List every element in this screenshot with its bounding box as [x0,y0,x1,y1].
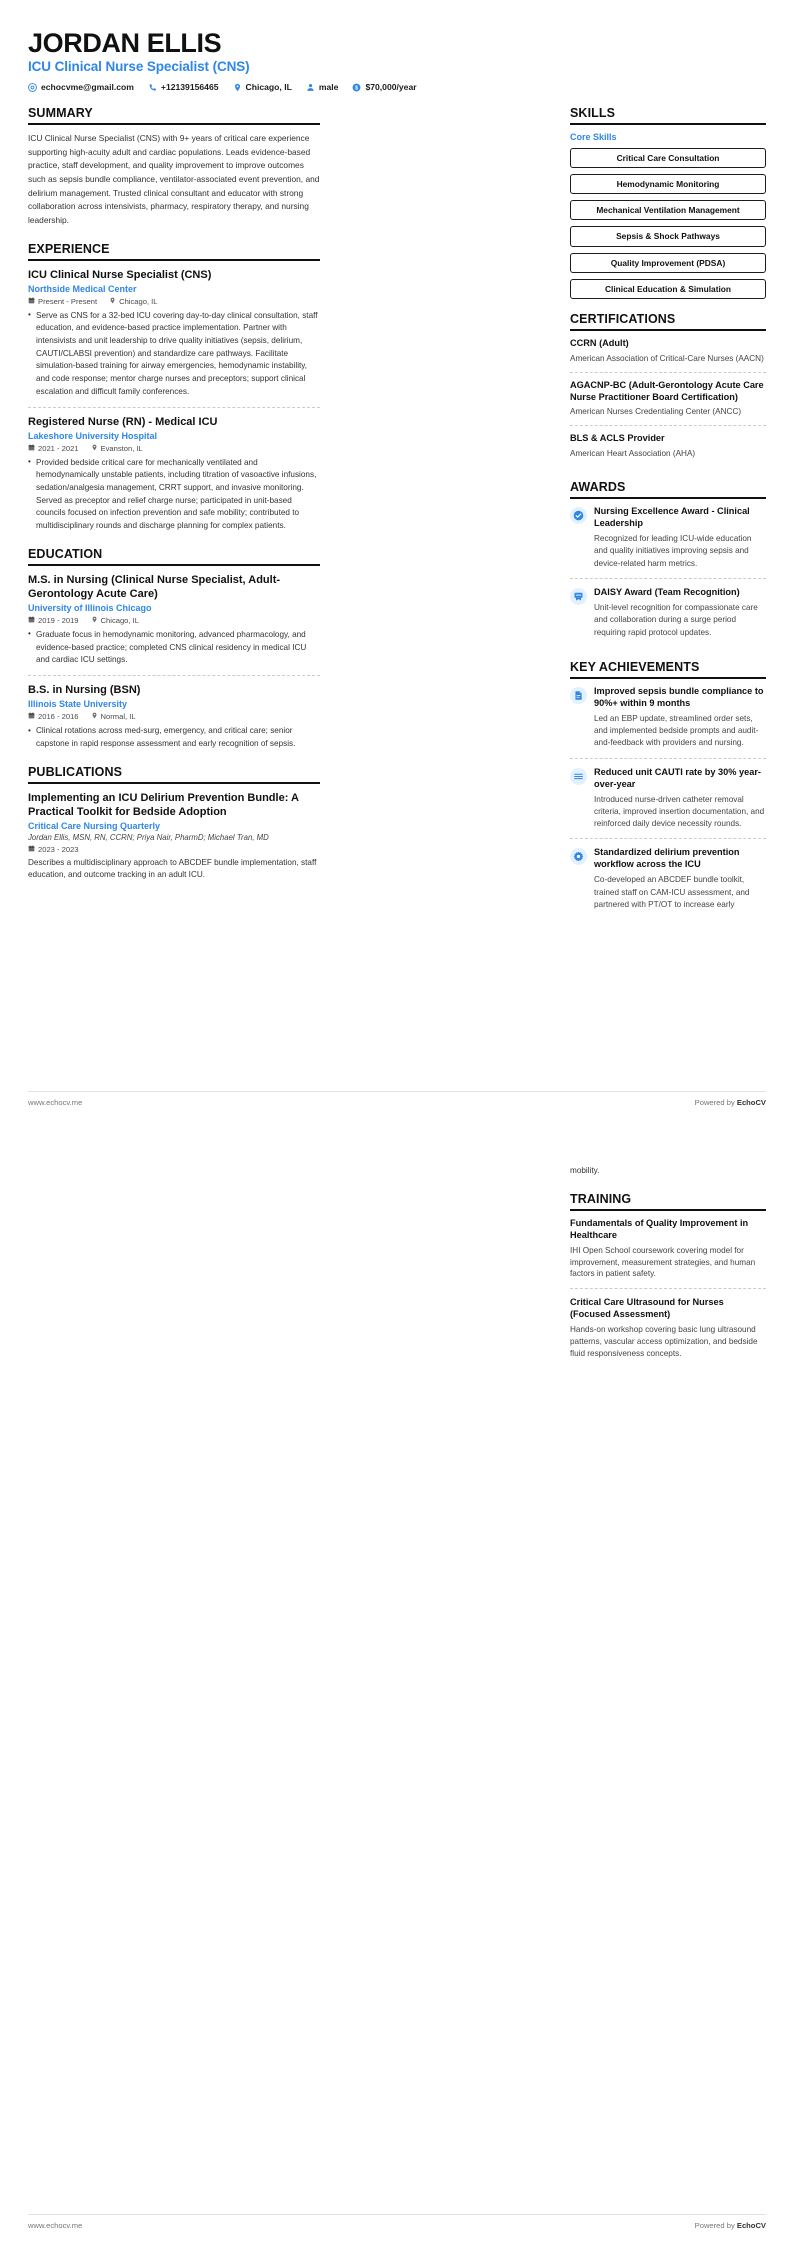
skills-sub-label: Core Skills [570,132,617,143]
education-dates [28,712,79,721]
candidate-job-title: ICU Clinical Nurse Specialist (CNS) [28,59,250,75]
skill-chip: Hemodynamic Monitoring [570,174,766,194]
publication-description: Describes a multidisciplinary approach to ABCDEF bundle implementation, staff education, and outcome tracking in an adult ICU. [28,857,317,880]
award-title: Nursing Excellence Award - Clinical Leadership [594,506,750,529]
footer-brand [695,2221,766,2230]
publication-dates [28,845,79,854]
header [28,28,766,92]
page-footer [28,1091,766,1107]
achievement-body [594,767,766,831]
section-summary [28,106,320,227]
experience-dates-value: Present - Present [38,296,98,306]
training-title: Critical Care Ultrasound for Nurses (Focused Assessment) [570,1297,724,1320]
education-location-value: Normal, IL [100,712,136,722]
training-item [570,1297,766,1368]
publication-journal: Critical Care Nursing Quarterly [28,820,161,831]
training-heading: TRAINING [570,1192,766,1211]
bullet: • Serve as CNS for a 32-bed ICU covering day-to-day clinical consultation, staff education, and evidence-based practice implementation. Partner with intensivists and unit leadership to drive quality initiatives (sepsis, delirium, CAUTI/CLABSI prevention) and standardize care pathways. Facilitate simulation-based training for airway emergencies, hemodynamic instability, and code response; mentor charge nurses and preceptors; support clinical escalation and difficult family conferences. [28,310,320,399]
award-desc: Recognized for leading ICU-wide education and quality initiatives improving sepsis and device-related harm metrics. [594,534,752,568]
contact-row [28,82,766,92]
location-pin-icon [91,444,98,453]
skill-chip: Mechanical Ventilation Management [570,200,766,220]
achievement-item [570,847,766,919]
training-desc: IHI Open School coursework covering model for improvement, measurement strategies, and human factors in patient safety. [570,1245,756,1279]
achievement-title: Standardized delirium prevention workflow across the ICU [594,847,740,870]
section-experience [28,242,320,533]
achievement-desc: Co-developed an ABCDEF bundle toolkit, trained staff on CAM-ICU assessment, and partnered with PT/OT to increase early [594,875,750,909]
email-icon [28,83,37,92]
footer-powered-prefix: Powered by [694,1098,737,1107]
skill-chip: Critical Care Consultation [570,148,766,168]
location-pin-icon [109,297,116,306]
main-columns [28,106,766,932]
education-org: Illinois State University [28,699,128,710]
location-pin-icon [91,712,98,721]
phone-icon [148,83,157,92]
contact-gender-value: male [318,82,339,93]
summary-text: ICU Clinical Nurse Specialist (CNS) with 9+ years of critical care experience supporting high-acuity adult and cardiac populations. Leads evidence-based practice, staff development, and quality improvement to improve outcomes such as sepsis bundle compliance, ventilator-associated event prevention, and delirium management. Trusted clinical consultant and educator with strong collaboration across intensivists, pharmacy, respiratory therapy, and nursing leadership. [28,133,320,225]
experience-heading: EXPERIENCE [28,242,320,261]
key-achievements-heading: KEY ACHIEVEMENTS [570,660,766,679]
education-title: B.S. in Nursing (BSN) [28,684,141,697]
bullet: • Clinical rotations across med-surg, emergency, and critical care; senior capstone in rapid response assessment and early recognition of sepsis. [28,725,320,750]
award-item [570,587,766,647]
location-pin-icon [91,616,98,625]
education-dates-value: 2016 - 2016 [38,712,79,722]
skill-chip: Sepsis & Shock Pathways [570,226,766,246]
achievement-body [594,686,766,750]
experience-location [109,297,157,306]
publication-authors: Jordan Ellis, MSN, RN, CCRN; Priya Nair, PharmD; Michael Tran, MD [28,832,269,842]
contact-email-value: echocvme@gmail.com [41,82,134,93]
education-meta [28,712,320,721]
experience-title: Registered Nurse (RN) - Medical ICU [28,415,218,428]
experience-org: Lakeshore University Hospital [28,430,158,441]
award-body [594,506,766,570]
right-column-page2 [570,1165,766,1381]
section-education [28,547,320,751]
certification-item [570,433,766,467]
location-icon [233,83,242,92]
check-circle-icon [570,507,587,524]
education-title: M.S. in Nursing (Clinical Nurse Specialist, Adult-Gerontology Acute Care) [28,573,281,600]
publication-item [28,791,320,883]
footer-site[interactable]: www.echocv.me [28,1098,83,1107]
education-dates-value: 2019 - 2019 [38,615,79,625]
calendar-icon [28,845,35,854]
education-org: University of Illinois Chicago [28,602,152,613]
footer-site[interactable]: www.echocv.me [28,2221,83,2230]
achievement-title: Improved sepsis bundle compliance to 90%+ within 9 months [594,685,764,708]
certification-item [570,338,766,373]
certification-name: AGACNP-BC (Adult-Gerontology Acute Care Nurse Practitioner Board Certification) [570,379,764,402]
experience-item [28,268,320,408]
achievement-body [594,847,766,911]
publication-meta [28,845,320,854]
training-desc: Hands-on workshop covering basic lung ultrasound patterns, vascular access optimization, and bedside fluid responsiveness concepts. [570,1325,758,1358]
education-bullets [28,629,320,667]
footer-powered-prefix: Powered by [694,2221,737,2230]
experience-location-value: Evanston, IL [100,443,143,453]
education-location-value: Chicago, IL [100,615,139,625]
contact-gender [306,82,339,92]
achievement-item [570,686,766,759]
svg-text:$: $ [355,85,359,92]
certification-issuer: American Heart Association (AHA) [570,449,696,459]
gear-icon [570,848,587,865]
experience-location [91,444,143,453]
achievement-desc: Introduced nurse-driven catheter removal criteria, improved insertion documentation, and reinforced daily device necessity rounds. [594,794,765,829]
page-footer [28,2214,766,2230]
experience-dates-value: 2021 - 2021 [38,443,79,453]
experience-meta [28,297,320,306]
achievement-title: Reduced unit CAUTI rate by 30% year-over-year [594,766,761,789]
education-dates [28,616,79,625]
section-key-achievements [570,660,766,919]
experience-bullets [28,457,320,533]
certification-issuer: American Nurses Credentialing Center (ANCC) [570,407,742,417]
contact-salary-value: $70,000/year [365,82,417,93]
achievement-desc: Led an EBP update, streamlined order sets, and implemented bedside prompts and audit-and-feedback with providers and nursing. [594,713,759,748]
education-location [91,616,139,625]
right-column [570,106,766,932]
achievement-item [570,767,766,840]
calendar-icon [28,444,35,453]
person-icon [306,83,315,92]
training-title: Fundamentals of Quality Improvement in Healthcare [570,1217,749,1240]
resume-page-2 [0,1123,794,2246]
award-item [570,506,766,579]
education-item [28,573,320,676]
bullet: • Provided bedside critical care for mechanically ventilated and hemodynamically unstable patients, including titration of vasoactive infusions, sedation/analgesia management, CRRT support, and invasive monitoring. Served as preceptor and relief charge nurse; participated in unit-based councils focused on infection prevention and safe mobility; contributed to multidisciplinary rounds and discharge planning for complex patients. [28,457,320,533]
publication-title: Implementing an ICU Delirium Prevention Bundle: A Practical Toolkit for Bedside Adoption [28,791,299,818]
footer-powered-brand: EchoCV [736,1098,766,1107]
publications-heading: PUBLICATIONS [28,765,320,784]
education-heading: EDUCATION [28,547,320,566]
experience-title: ICU Clinical Nurse Specialist (CNS) [28,268,212,281]
contact-location [233,82,292,92]
calendar-icon [28,616,35,625]
education-item [28,683,320,750]
award-desc: Unit-level recognition for compassionate care and collaboration during a surge period requiring rapid protocol updates. [594,602,758,637]
contact-phone-value: +12139156465 [160,82,219,93]
candidate-name: JORDAN ELLIS [28,28,222,58]
experience-org: Northside Medical Center [28,283,137,294]
experience-meta [28,444,320,453]
education-location [91,712,136,721]
award-body [594,587,766,639]
certification-item [570,380,766,427]
left-column [28,106,320,896]
awards-heading: AWARDS [570,480,766,499]
skill-chip: Clinical Education & Simulation [570,279,766,299]
experience-dates [28,297,97,306]
certification-issuer: American Association of Critical-Care Nurses (AACN) [570,353,764,363]
contact-location-value: Chicago, IL [245,82,292,93]
calendar-icon [28,712,35,721]
certifications-heading: CERTIFICATIONS [570,312,766,331]
experience-item [28,415,320,533]
document-icon [570,687,587,704]
bed-icon [570,768,587,785]
contact-phone[interactable] [148,82,219,92]
footer-brand [695,1098,766,1107]
contact-email[interactable] [28,82,134,92]
main-columns-page2 [28,1165,766,1381]
experience-location-value: Chicago, IL [119,296,158,306]
salary-icon [352,83,361,92]
achievement-overflow-text: mobility. [570,1166,600,1175]
section-certifications [570,312,766,467]
education-meta [28,616,320,625]
skill-chip: Quality Improvement (PDSA) [570,253,766,273]
education-bullets [28,725,320,750]
experience-bullets [28,310,320,399]
experience-dates [28,444,79,453]
section-skills [570,106,766,298]
bullet: • Graduate focus in hemodynamic monitoring, advanced pharmacology, and evidence-based practice; completed CNS clinical residency in medical ICU and cardiac ICU settings. [28,629,320,667]
skills-heading: SKILLS [570,106,766,125]
calendar-icon [28,297,35,306]
ribbon-icon [570,588,587,605]
section-awards [570,480,766,647]
section-publications [28,765,320,883]
publication-dates-value: 2023 - 2023 [38,844,79,854]
certification-name: BLS & ACLS Provider [570,433,665,444]
footer-powered-brand: EchoCV [736,2221,766,2230]
certification-name: CCRN (Adult) [570,337,629,348]
contact-salary [352,82,416,92]
summary-heading: SUMMARY [28,106,320,125]
award-title: DAISY Award (Team Recognition) [594,586,740,597]
section-training [570,1192,766,1368]
training-item [570,1218,766,1290]
